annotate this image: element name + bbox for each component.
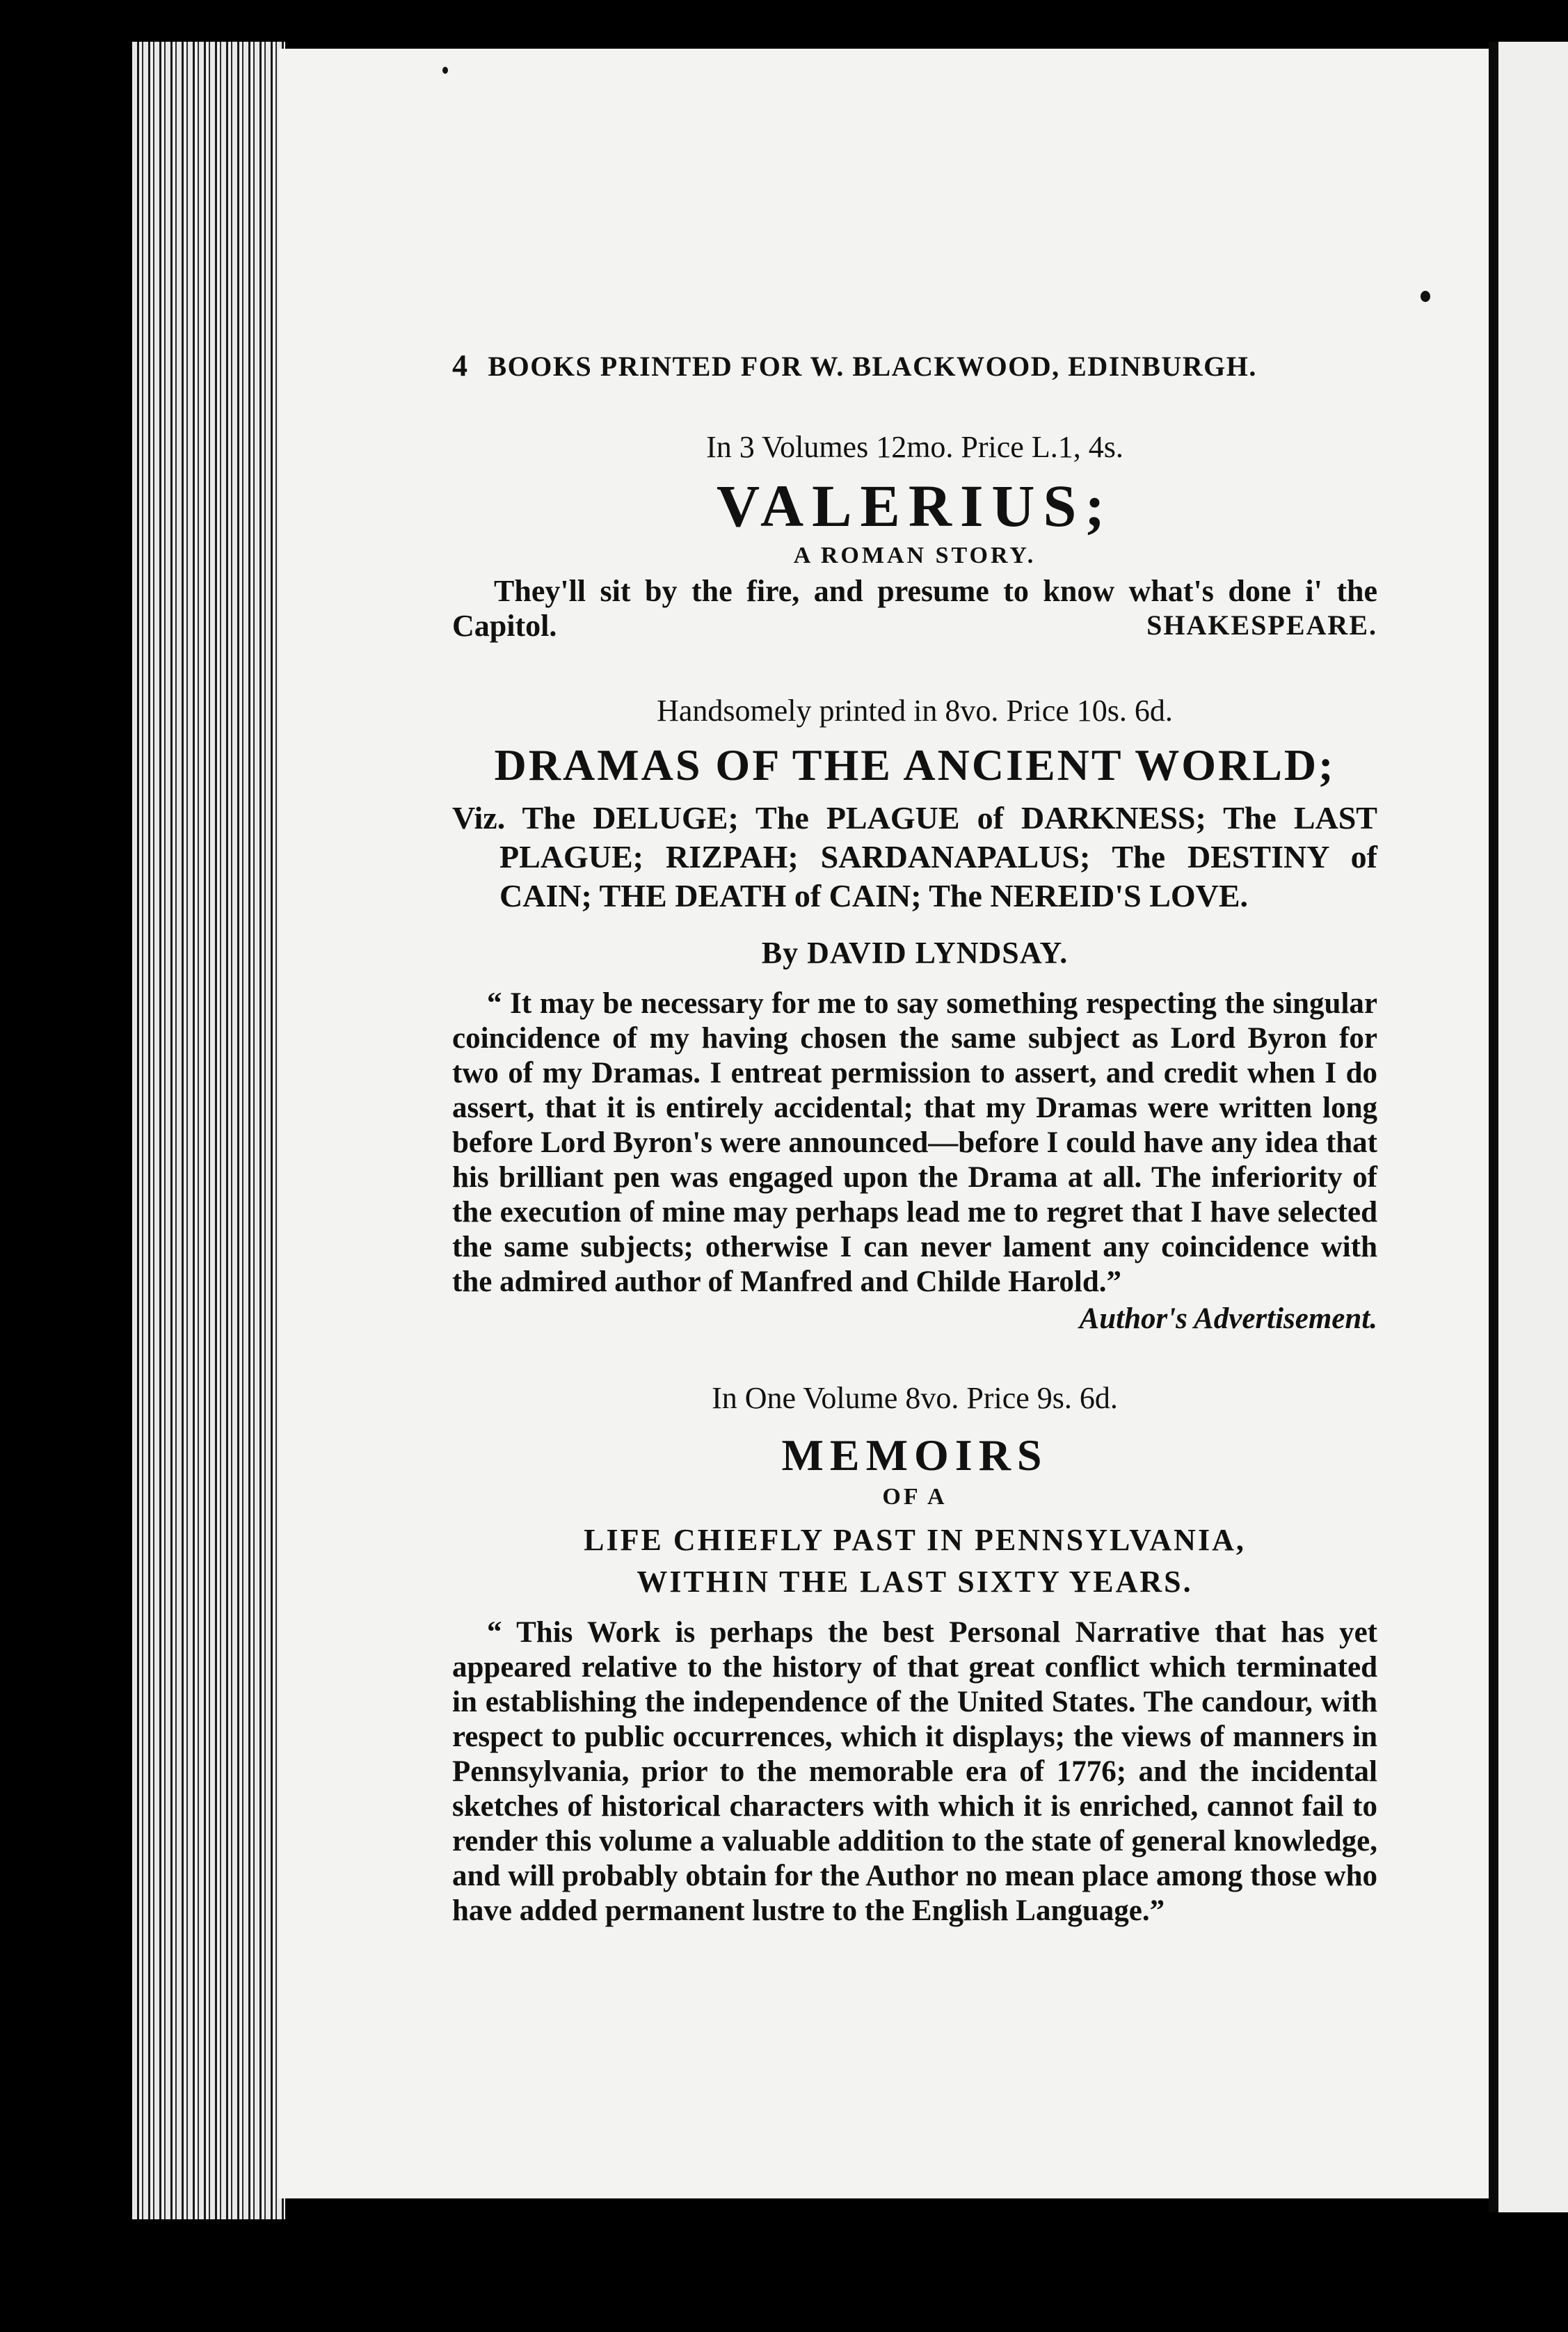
dramas-title: DRAMAS OF THE ANCIENT WORLD; bbox=[494, 740, 1336, 790]
facing-page-edge bbox=[1498, 42, 1568, 2212]
page-number: 4 bbox=[452, 349, 469, 383]
dramas-quote: “ It may be necessary for me to say something respecting the singular coincidence of my having chosen the same subject as Lord Byron for two of my Dramas. I entreat permission to assert, and credit when I do assert, that it is entirely accidental; that my Dramas were written long before Lord Byron's were announced—before I could have any idea that his brilliant pen was engaged upon the Drama at all. The inferiority of the execution of mine may perhaps lead me to regret that I have selected the same subjects; otherwise I can never lament any coincidence with the admired author of Manfred and Childe Harold.” bbox=[452, 987, 1377, 1298]
running-head-title: BOOKS PRINTED FOR W. BLACKWOOD, EDINBURGH. bbox=[488, 351, 1257, 382]
dramas-quote-source: Author's Advertisement. bbox=[1079, 1302, 1377, 1335]
valerius-title: VALERIUS; bbox=[717, 472, 1113, 539]
memoirs-quote: “ This Work is perhaps the best Personal Narrative that has yet appeared relative to the history of that great conflict which terminated in establishing the independence of the United States. The candour, with respect to public occurrences, which it displays; the views of manners in Pennsylvania, prior to the memorable era of 1776; and the incidental sketches of historical characters with which it is enriched, cannot fail to render this volume a valuable addition to the state of general knowledge, and will probably obtain for the Author no mean place among those who have added permanent lustre to the English Language.” bbox=[452, 1616, 1377, 1927]
ink-dot bbox=[442, 67, 448, 74]
dramas-contents: Viz. The DELUGE; The PLAGUE of DARKNESS; The LAST PLAGUE; RIZPAH; SARDANAPALUS; The DESTINY of CAIN; THE DEATH of CAIN; The NEREID'S LOVE. bbox=[452, 800, 1377, 913]
valerius-subtitle: A ROMAN STORY. bbox=[793, 543, 1037, 568]
running-head bbox=[452, 348, 1377, 383]
memoirs-edition: In One Volume 8vo. Price 9s. 6d. bbox=[712, 1381, 1118, 1415]
page-content bbox=[452, 348, 1377, 1928]
memoirs-subtitle-line-2: WITHIN THE LAST SIXTY YEARS. bbox=[637, 1565, 1193, 1599]
ink-dot bbox=[1421, 291, 1430, 302]
dramas-edition: Handsomely printed in 8vo. Price 10s. 6d. bbox=[657, 694, 1173, 728]
page-edges bbox=[132, 42, 285, 2219]
memoirs-subtitle-line-1: LIFE CHIEFLY PAST IN PENNSYLVANIA, bbox=[584, 1523, 1246, 1557]
memoirs-title: MEMOIRS bbox=[781, 1430, 1048, 1480]
page-gutter bbox=[1489, 42, 1498, 2212]
valerius-edition: In 3 Volumes 12mo. Price L.1, 4s. bbox=[706, 430, 1123, 464]
valerius-epigraph: They'll sit by the fire, and presume to know what's done i' the Capitol. bbox=[452, 574, 1377, 643]
memoirs-of-a: OF A bbox=[882, 1484, 947, 1510]
valerius-epigraph-author: SHAKESPEARE. bbox=[1146, 609, 1377, 641]
dramas-author: By DAVID LYNDSAY. bbox=[761, 936, 1069, 970]
